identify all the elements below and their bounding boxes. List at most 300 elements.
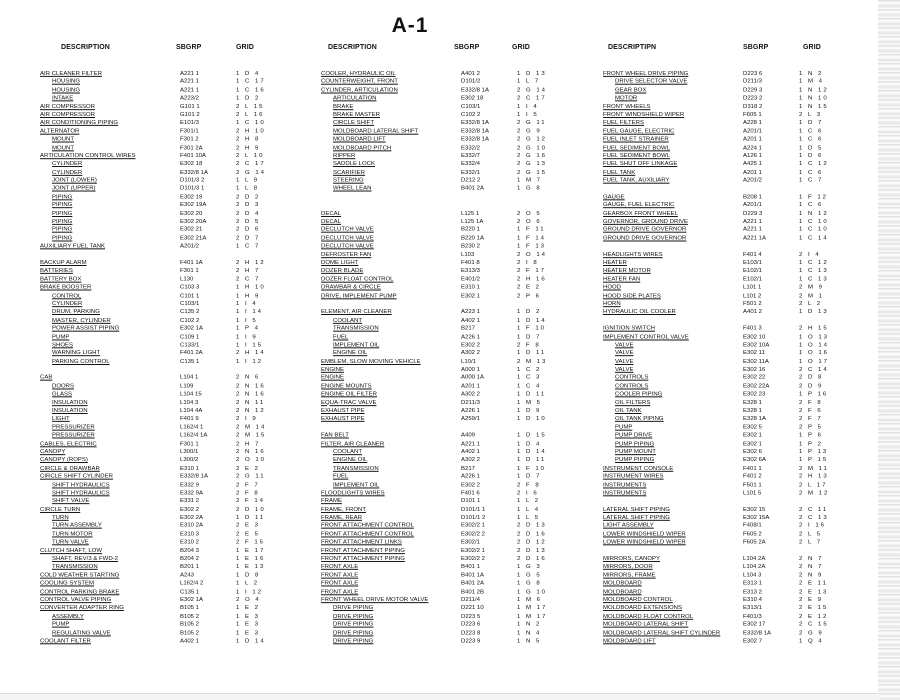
entry-description: INSTRUMENT WIRES	[603, 473, 664, 480]
entry-description: BRAKE	[333, 103, 354, 110]
index-row	[40, 456, 267, 464]
index-row	[40, 243, 261, 251]
entry-sbgrp: E302 23	[743, 391, 766, 398]
index-row	[40, 407, 266, 415]
entry-sbgrp: F408/1	[743, 523, 762, 530]
entry-grid: 2 I 6	[517, 490, 539, 497]
index-column-1	[40, 70, 267, 646]
index-row	[603, 448, 829, 456]
index-row	[603, 177, 824, 185]
entry-grid: 2 N 7	[799, 556, 824, 563]
entry-sbgrp: C102 2	[180, 317, 200, 324]
entry-grid: 2 D 13	[517, 523, 547, 530]
entry-grid: 2 E 15	[799, 605, 829, 612]
entry-description: HORN	[603, 301, 621, 308]
entry-grid: 1 F 14	[517, 235, 547, 242]
entry-grid: 1 M 7	[517, 177, 543, 184]
entry-description: PUMP PIPING	[615, 441, 655, 447]
entry-description: INTAKE	[52, 95, 74, 102]
entry-grid: 1 P 13	[799, 449, 829, 456]
entry-grid: 2 C 11	[799, 506, 829, 513]
entry-sbgrp: E302 21	[180, 227, 203, 234]
index-row	[40, 481, 260, 489]
entry-description: TURN ASSEMBLY	[52, 523, 102, 530]
entry-grid: 1 I 12	[236, 589, 264, 595]
entry-grid: 2 M 14	[236, 424, 267, 431]
index-row	[603, 424, 823, 432]
entry-grid: 1 D 15	[517, 432, 547, 439]
entry-sbgrp: A201/1	[743, 128, 763, 135]
index-row	[321, 391, 547, 399]
index-row	[40, 103, 265, 111]
index-row	[603, 629, 824, 637]
index-row-gap	[603, 243, 818, 251]
entry-sbgrp: D211/3	[743, 79, 762, 86]
entry-sbgrp: E332/2	[461, 144, 481, 151]
index-row	[321, 481, 541, 489]
entry-grid: 1 D 5	[799, 144, 824, 151]
index-row	[40, 144, 261, 152]
entry-sbgrp: E302 17	[743, 621, 766, 628]
index-row	[603, 440, 823, 448]
index-row	[40, 374, 261, 382]
entry-description: WARNING LIGHT	[52, 350, 101, 357]
entry-sbgrp: E102/1	[743, 276, 763, 283]
entry-grid: 2 E 9	[799, 597, 824, 604]
entry-description: CONTROL	[52, 292, 82, 299]
index-row	[321, 432, 547, 440]
entry-grid: 2 D 9	[799, 383, 824, 390]
index-row	[40, 465, 261, 473]
index-row	[321, 473, 542, 481]
entry-description: BACKUP ALARM	[40, 260, 87, 266]
entry-sbgrp: B105 1	[180, 605, 200, 612]
entry-sbgrp: E313/3	[461, 268, 481, 275]
entry-grid: 1 E 2	[236, 605, 261, 612]
entry-description: FLOODLIGHTS WIRES	[321, 490, 385, 497]
entry-description: PIPING	[52, 202, 73, 209]
index-row-gap	[40, 366, 255, 374]
entry-grid: 1 D 7	[517, 334, 542, 340]
index-row	[321, 70, 547, 78]
index-row	[40, 440, 261, 448]
entry-description: HEATER FAN	[603, 276, 641, 283]
entry-grid: 2 F 8	[517, 482, 541, 489]
index-row	[321, 465, 547, 473]
entry-description: HEATER MOTOR	[603, 268, 651, 275]
entry-sbgrp: A126 1	[743, 153, 763, 160]
entry-description: PIPING	[52, 210, 73, 217]
entry-description: PIPING	[52, 235, 73, 242]
index-row	[40, 563, 266, 571]
entry-sbgrp: A228 1	[743, 120, 763, 127]
entry-description: COOLANT	[333, 449, 363, 456]
index-row	[603, 300, 823, 308]
index-row	[603, 350, 830, 358]
index-row	[40, 300, 258, 308]
index-row	[321, 563, 542, 571]
entry-description: CYLINDER	[52, 301, 83, 308]
index-row	[603, 391, 829, 399]
entry-grid: 1 P 2	[799, 441, 823, 447]
entry-sbgrp: E332/7	[461, 153, 481, 160]
index-row	[40, 119, 266, 127]
entry-sbgrp: L103	[461, 251, 475, 258]
entry-sbgrp: B105 2	[180, 621, 200, 628]
index-row	[40, 473, 266, 481]
entry-grid: 1 L 2	[236, 580, 260, 587]
index-row	[40, 308, 264, 316]
entry-description: FRONT AXLE	[321, 564, 359, 571]
entry-grid: 2 H 14	[236, 350, 266, 357]
entry-grid: 1 F 10	[517, 325, 547, 332]
index-row	[40, 621, 261, 629]
entry-description: INSTRUMENTS	[603, 490, 647, 497]
entry-description: AIR CONDITIONING PIPING	[40, 120, 119, 127]
entry-description: CAB	[40, 375, 53, 382]
entry-grid: 1 M 4	[799, 79, 825, 86]
index-row	[40, 177, 260, 185]
entry-sbgrp: D101/1 1	[461, 506, 486, 513]
entry-sbgrp: A201/2	[180, 243, 200, 250]
entry-sbgrp: E302 1	[461, 292, 481, 299]
entry-grid: 2 H 8	[236, 136, 261, 143]
entry-sbgrp: C102 2	[461, 112, 481, 118]
entry-sbgrp: A201/1	[743, 202, 763, 209]
entry-description: SHIFT HYDRAULICS	[52, 490, 110, 497]
entry-description: CABLES, ELECTRIC	[40, 441, 97, 447]
entry-grid: 2 G 15	[517, 169, 548, 176]
column-header-grid: GRID	[512, 44, 530, 51]
entry-grid: 1 L 4	[517, 506, 541, 513]
entry-description: SHAFT, REV/3 & FWD-2	[52, 556, 119, 563]
index-row	[321, 629, 542, 637]
index-row	[321, 103, 539, 111]
index-row	[321, 292, 541, 300]
entry-sbgrp: E313 2	[743, 589, 763, 595]
entry-grid: 2 N 6	[236, 375, 261, 382]
index-row	[603, 366, 829, 374]
entry-grid: 1 D 4	[236, 70, 261, 77]
entry-description: TRANSMISSION	[333, 465, 379, 472]
entry-grid: 2 F 15	[236, 539, 266, 546]
entry-sbgrp: E302/2 1	[461, 523, 486, 530]
index-row	[321, 128, 542, 136]
column-header-description: DESCRIPTION	[61, 44, 110, 51]
entry-description: GEARBOX FRONT WHEEL	[603, 210, 678, 217]
entry-description: GOVERNOR, GROUND DRIVE	[603, 218, 689, 225]
entry-sbgrp: F301 1	[180, 441, 199, 447]
entry-description: ENGINE	[321, 375, 345, 382]
entry-sbgrp: L104 2A	[743, 556, 766, 563]
entry-description: FRONT ATTACHMENT PIPING	[321, 556, 405, 563]
entry-sbgrp: E401/2	[461, 276, 481, 283]
entry-description: VALVE	[615, 358, 634, 365]
entry-grid: 1 G 10	[517, 589, 548, 595]
entry-sbgrp: F401 2	[743, 473, 762, 480]
entry-description: CYLINDER	[52, 161, 83, 168]
entry-description: CONTROLS	[615, 375, 649, 382]
index-row	[40, 514, 266, 522]
entry-sbgrp: L130	[180, 276, 194, 283]
entry-grid: 2 H 7	[236, 441, 261, 447]
entry-sbgrp: E332/8 1A	[461, 136, 490, 143]
index-row	[321, 144, 548, 152]
entry-description: OIL TANK	[615, 408, 642, 414]
entry-sbgrp: E328 1A	[743, 416, 767, 423]
entry-sbgrp: E302 6A	[743, 457, 767, 464]
entry-grid: 1 I 15	[236, 342, 264, 349]
entry-description: REGULATING VALVE	[52, 630, 111, 637]
index-row	[321, 325, 547, 333]
index-row	[603, 95, 829, 103]
entry-grid: 1 F 12	[799, 194, 829, 201]
index-row	[321, 415, 547, 423]
index-row	[321, 317, 547, 325]
entry-description: IGNITION SWITCH	[603, 325, 655, 332]
entry-description: TRANSMISSION	[52, 564, 98, 571]
entry-sbgrp: E310 1	[180, 465, 200, 472]
entry-description: MIRRORS, CANOPY	[603, 556, 661, 563]
entry-description: CYLINDER, ARTICULATION	[321, 87, 398, 94]
entry-grid: 1 D 14	[236, 638, 266, 645]
entry-sbgrp: E332/1	[461, 169, 481, 176]
entry-sbgrp: L162/4 1A	[180, 432, 208, 439]
entry-description: CONTROL VALVE PIPING	[40, 597, 112, 604]
entry-grid: 1 C 2	[517, 367, 542, 373]
entry-grid: 2 L 10	[236, 153, 265, 160]
entry-description: DECAL	[321, 210, 342, 217]
entry-description: COUNTERWEIGHT, FRONT	[321, 79, 398, 86]
index-row	[603, 506, 829, 514]
entry-grid: 2 F 14	[236, 498, 266, 505]
entry-sbgrp: D211/3	[461, 399, 480, 406]
entry-sbgrp: C103 3	[180, 284, 200, 291]
entry-sbgrp: C101 1	[180, 292, 200, 299]
index-row-gap	[321, 193, 536, 201]
entry-grid: 2 D 3	[236, 202, 261, 209]
entry-sbgrp: B105 2	[180, 613, 200, 620]
entry-description: FUEL GAUGE, ELECTRIC	[603, 128, 675, 135]
entry-description: HOOD SIDE PLATES	[603, 292, 661, 299]
entry-sbgrp: B220 1	[461, 227, 481, 234]
index-row	[40, 506, 266, 514]
index-row	[603, 136, 824, 144]
entry-sbgrp: B208 1	[743, 194, 763, 201]
entry-grid: 2 I 8	[517, 260, 539, 266]
entry-sbgrp: E302 18	[180, 161, 203, 168]
entry-grid: 2 G 9	[799, 630, 824, 637]
entry-grid: 1 I 4	[236, 301, 258, 308]
entry-description: TURN	[52, 515, 69, 521]
index-row	[321, 284, 542, 292]
entry-sbgrp: E302 11A	[743, 358, 769, 365]
entry-grid: 2 M 12	[799, 490, 830, 497]
index-row	[603, 596, 824, 604]
entry-description: DOZER FLOAT CONTROL	[321, 276, 394, 283]
entry-grid: 2 H 10	[236, 128, 266, 135]
entry-sbgrp: B401 1A	[461, 572, 485, 579]
entry-grid: 2 D 2	[236, 194, 261, 201]
entry-sbgrp: A226 1	[461, 334, 481, 340]
entry-description: PUMP	[615, 424, 633, 431]
index-row	[603, 382, 824, 390]
entry-sbgrp: A402 1	[461, 449, 481, 456]
entry-description: OIL TANK PIPING	[615, 416, 664, 423]
index-row-gap	[603, 185, 818, 193]
entry-grid: 1 O 17	[799, 358, 830, 365]
index-row	[603, 193, 829, 201]
entry-grid: 1 D 14	[517, 317, 547, 324]
entry-sbgrp: D101/3 1	[180, 186, 205, 192]
entry-sbgrp: A221 1	[743, 227, 763, 234]
index-row	[40, 522, 261, 530]
index-row	[321, 572, 542, 580]
index-row	[321, 333, 542, 341]
index-row	[603, 152, 824, 160]
entry-sbgrp: A000 1A	[461, 375, 485, 382]
index-row	[603, 276, 829, 284]
entry-grid: 1 D 2	[517, 309, 542, 316]
entry-sbgrp: L125 1A	[461, 218, 484, 225]
entry-description: POWER ASSIST PIPING	[52, 325, 120, 332]
entry-sbgrp: E302 2	[461, 482, 481, 489]
index-row	[603, 456, 829, 464]
entry-sbgrp: D101/2	[461, 79, 481, 86]
entry-description: HOUSING	[52, 87, 81, 94]
index-row	[321, 251, 548, 259]
entry-description: PIPING	[52, 227, 73, 234]
index-row	[40, 317, 258, 325]
entry-sbgrp: F401 10A	[180, 153, 207, 160]
entry-grid: 1 E 13	[236, 564, 266, 571]
entry-description: MIRRORS, DOOR	[603, 564, 653, 571]
index-row	[40, 95, 261, 103]
entry-grid: 1 G 8	[517, 580, 542, 587]
entry-grid: 1 F 10	[517, 465, 547, 472]
entry-description: PUMP MOUNT	[615, 449, 656, 456]
entry-grid: 1 H 10	[236, 284, 266, 291]
entry-grid: 1 D 11	[517, 350, 547, 357]
entry-grid: 2 L 3	[799, 112, 823, 118]
entry-description: CIRCLE & DRAWBAR	[40, 465, 100, 472]
entry-description: FRAME, FRONT	[321, 506, 366, 513]
entry-sbgrp: E313 1	[743, 580, 763, 587]
column-header-sbgrp: SBGRP	[176, 44, 202, 51]
entry-description: MOLDBOARD LIFT	[603, 638, 656, 645]
entry-description: DRAWBAR & CIRCLE	[321, 284, 381, 291]
entry-sbgrp: E302 11	[743, 350, 765, 357]
entry-grid: 1 M 17	[517, 613, 548, 620]
entry-description: INSULATION	[52, 408, 88, 414]
entry-description: IMPLEMENT OIL	[333, 482, 380, 489]
index-row	[321, 596, 543, 604]
column-header-grid: GRID	[236, 44, 254, 51]
index-row	[321, 489, 539, 497]
entry-description: ARTICULATION CONTROL WIRES	[40, 153, 136, 160]
index-row	[40, 276, 261, 284]
entry-sbgrp: C109 1	[180, 334, 200, 340]
entry-grid: 1 I 5	[517, 112, 539, 118]
index-row	[321, 341, 541, 349]
entry-description: CIRCLE SHIFT	[333, 120, 375, 127]
entry-grid: 2 H 15	[799, 325, 829, 332]
index-row	[321, 111, 539, 119]
entry-description: FRONT WINDSHIELD WIPER	[603, 112, 685, 118]
entry-sbgrp: E313/1	[743, 605, 763, 612]
entry-description: AIR COMPRESSOR	[40, 103, 96, 110]
index-row	[603, 103, 829, 111]
entry-description: SADDLE LOCK	[333, 161, 376, 168]
entry-sbgrp: A201 1	[743, 169, 763, 176]
entry-description: MIRRORS, FRAME	[603, 572, 656, 579]
entry-description: DRIVE PIPING	[333, 630, 374, 637]
entry-grid: 2 G 11	[236, 473, 266, 480]
entry-sbgrp: A243	[180, 572, 195, 579]
index-row	[603, 481, 828, 489]
entry-sbgrp: E302/2 1	[461, 547, 486, 554]
index-row	[603, 530, 823, 538]
entry-grid: 1 C 12	[799, 161, 829, 168]
entry-grid: 2 D 13	[517, 547, 547, 554]
index-row	[40, 596, 261, 604]
entry-grid: 1 D 2	[236, 95, 261, 102]
entry-grid: 2 M 9	[799, 284, 825, 291]
entry-grid: 1 E 17	[236, 547, 266, 554]
index-row	[321, 588, 548, 596]
entry-description: FUEL SEDIMENT BOWL	[603, 153, 671, 160]
entry-description: TURN MOTOR	[52, 531, 93, 538]
entry-sbgrp: E302 22A	[743, 383, 770, 390]
entry-grid: 2 G 14	[517, 87, 548, 94]
index-row	[40, 325, 260, 333]
index-row	[603, 415, 823, 423]
entry-grid: 2 N 9	[799, 572, 824, 579]
index-row	[321, 555, 547, 563]
entry-grid: 2 N 16	[236, 391, 266, 398]
entry-sbgrp: F605 2A	[743, 539, 766, 546]
entry-sbgrp: F605 2	[743, 531, 762, 538]
entry-description: SHIFT HYDRAULICS	[52, 482, 110, 489]
entry-sbgrp: E332/8 1A	[180, 169, 209, 176]
entry-sbgrp: E302 18	[461, 95, 484, 102]
index-row	[603, 144, 824, 152]
entry-sbgrp: E302/2 2	[461, 556, 486, 563]
entry-grid: 1 Q 4	[799, 638, 824, 645]
index-row	[40, 292, 261, 300]
index-row	[603, 160, 829, 168]
entry-description: MASTER, CYLINDER	[52, 317, 111, 324]
entry-description: DECLUTCH VALVE	[321, 227, 374, 234]
entry-grid: 2 O 5	[517, 210, 542, 217]
entry-grid: 1 D 14	[517, 449, 547, 456]
index-row	[40, 160, 266, 168]
entry-sbgrp: E331 2	[180, 498, 200, 505]
entry-description: GAUGE	[603, 194, 625, 201]
entry-description: COOLER, HYDRAULIC OIL	[321, 70, 396, 77]
index-row	[321, 119, 547, 127]
entry-sbgrp: L104 2A	[743, 564, 766, 571]
entry-sbgrp: F401/3	[743, 613, 762, 620]
entry-description: FUEL TANK, AUXILIARY	[603, 177, 670, 184]
entry-grid: 2 E 13	[799, 589, 829, 595]
entry-grid: 1 D 4	[517, 441, 542, 447]
entry-sbgrp: F501 2	[743, 301, 762, 308]
entry-description: ALTERNATOR	[40, 128, 80, 135]
index-row	[321, 160, 548, 168]
entry-grid: 1 I 12	[236, 358, 264, 365]
entry-description: STEERING	[333, 177, 364, 184]
